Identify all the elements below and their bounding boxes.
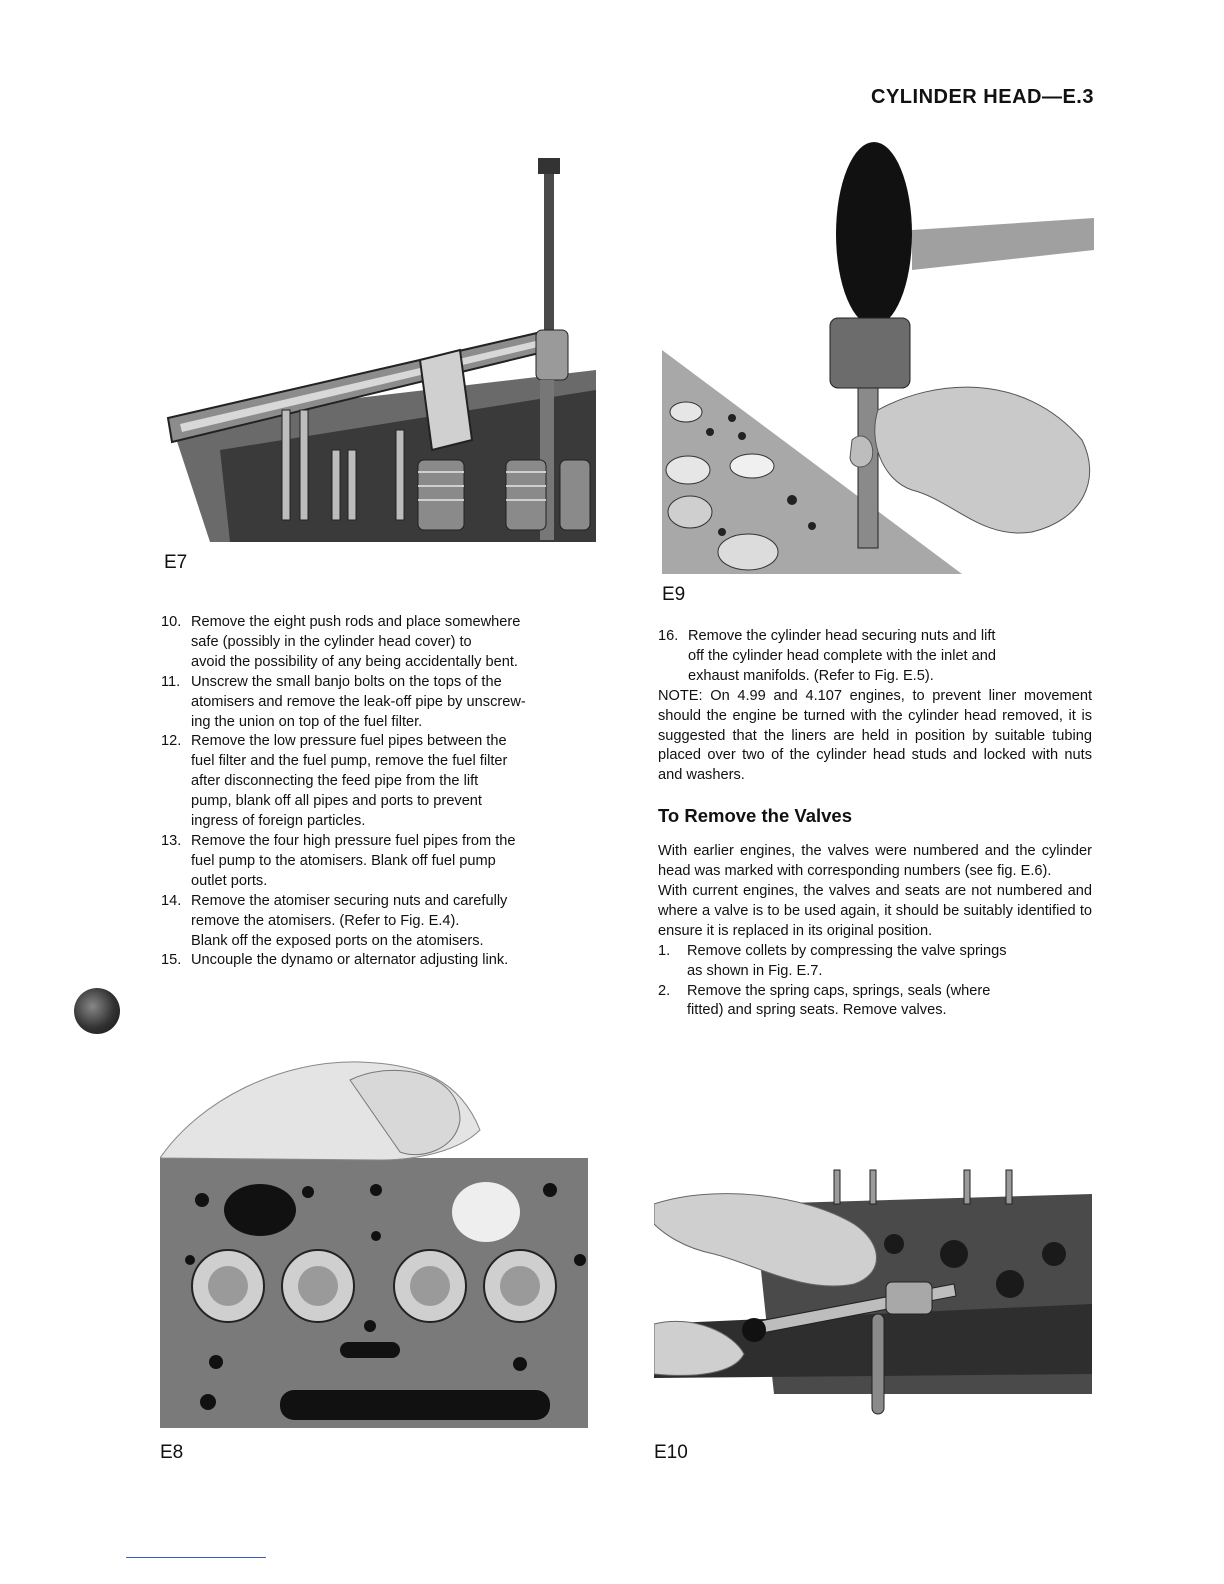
figure-e10-photo xyxy=(654,1164,1092,1424)
text-line: Unscrew the small banjo bolts on the tops of the xyxy=(191,673,502,690)
text-line: Remove the cylinder head securing nuts and lift xyxy=(688,628,996,644)
list-item xyxy=(161,832,591,892)
figure-e7-photo xyxy=(160,150,596,542)
list-item xyxy=(161,892,591,952)
figure-e7-caption: E7 xyxy=(164,552,188,573)
text-line: Blank off the exposed ports on the atomisers. xyxy=(191,932,484,949)
list-item xyxy=(161,673,591,733)
paragraph: With earlier engines, the valves were numbered and the cylinder head was marked with corresponding numbers (see fig. E.6). xyxy=(658,843,1092,880)
text-line: avoid the possibility of any being accidentally bent. xyxy=(191,653,518,670)
text-line: after disconnecting the feed pipe from the lift xyxy=(191,773,479,790)
item-number: 16. xyxy=(658,628,679,644)
item-number: 12. xyxy=(161,733,182,750)
text-line: fitted) and spring seats. Remove valves. xyxy=(687,1002,947,1019)
text-line: Remove the eight push rods and place somewhere xyxy=(191,614,521,630)
item-number: 14. xyxy=(161,892,182,909)
figure-e8-caption: E8 xyxy=(160,1442,184,1463)
list-item xyxy=(161,732,591,832)
list-item xyxy=(658,942,1092,982)
figure-e8-photo xyxy=(160,1040,588,1428)
list-item xyxy=(658,982,1092,1022)
text-line: ing the union on top of the fuel filter. xyxy=(191,713,423,730)
note-paragraph: NOTE: On 4.99 and 4.107 engines, to prevent liner movement should the engine be turned with the cylinder head removed, it is suggested that the liners are held in position by suitable tubing placed over two of the cylinder head studs and locked with nuts and washers. xyxy=(658,687,1092,784)
left-column-text xyxy=(161,613,591,971)
paragraph: With current engines, the valves and seats are not numbered and where a valve is to be used again, it should be suitably identified to ensure it is replaced in its original position. xyxy=(658,882,1092,939)
figure-e9-photo xyxy=(662,140,1094,574)
text-line: off the cylinder head complete with the inlet and xyxy=(688,647,997,664)
item-number: 1. xyxy=(658,942,671,959)
section-heading: To Remove the Valves xyxy=(658,805,852,827)
item-number: 10. xyxy=(161,614,182,630)
item-number: 2. xyxy=(658,982,671,999)
figure-e10-caption: E10 xyxy=(654,1442,688,1463)
text-line: outlet ports. xyxy=(191,872,268,889)
page-header: CYLINDER HEAD—E.3 xyxy=(871,86,1094,108)
item-number: 13. xyxy=(161,832,182,849)
text-line: pump, blank off all pipes and ports to prevent xyxy=(191,793,482,810)
item-number: 15. xyxy=(161,952,182,969)
list-item xyxy=(658,627,1092,687)
footer-rule xyxy=(126,1557,266,1558)
text-line: Remove the four high pressure fuel pipes from the xyxy=(191,832,516,849)
text-line: atomisers and remove the leak-off pipe by unscrew- xyxy=(191,693,526,710)
list-item xyxy=(161,951,591,971)
text-line: Uncouple the dynamo or alternator adjusting link. xyxy=(191,952,509,969)
text-line: Remove the low pressure fuel pipes between the xyxy=(191,733,507,750)
text-line: remove the atomisers. (Refer to Fig. E.4). xyxy=(191,912,460,929)
text-line: exhaust manifolds. (Refer to Fig. E.5). xyxy=(688,667,934,684)
text-line: Remove the atomiser securing nuts and carefully xyxy=(191,892,508,909)
text-line: fuel filter and the fuel pump, remove the fuel filter xyxy=(191,753,508,770)
binder-punch-hole xyxy=(74,988,120,1034)
text-line: safe (possibly in the cylinder head cover) to xyxy=(191,633,472,650)
text-line: as shown in Fig. E.7. xyxy=(687,962,823,979)
right-column-text xyxy=(658,627,1092,1021)
text-line: Remove the spring caps, springs, seals (where xyxy=(687,982,991,999)
text-line: Remove collets by compressing the valve springs xyxy=(687,942,1007,959)
item-number: 11. xyxy=(161,673,181,690)
text-line: fuel pump to the atomisers. Blank off fuel pump xyxy=(191,852,496,869)
text-line: ingress of foreign particles. xyxy=(191,813,366,830)
figure-e9-caption: E9 xyxy=(662,584,686,605)
list-item xyxy=(161,613,591,673)
